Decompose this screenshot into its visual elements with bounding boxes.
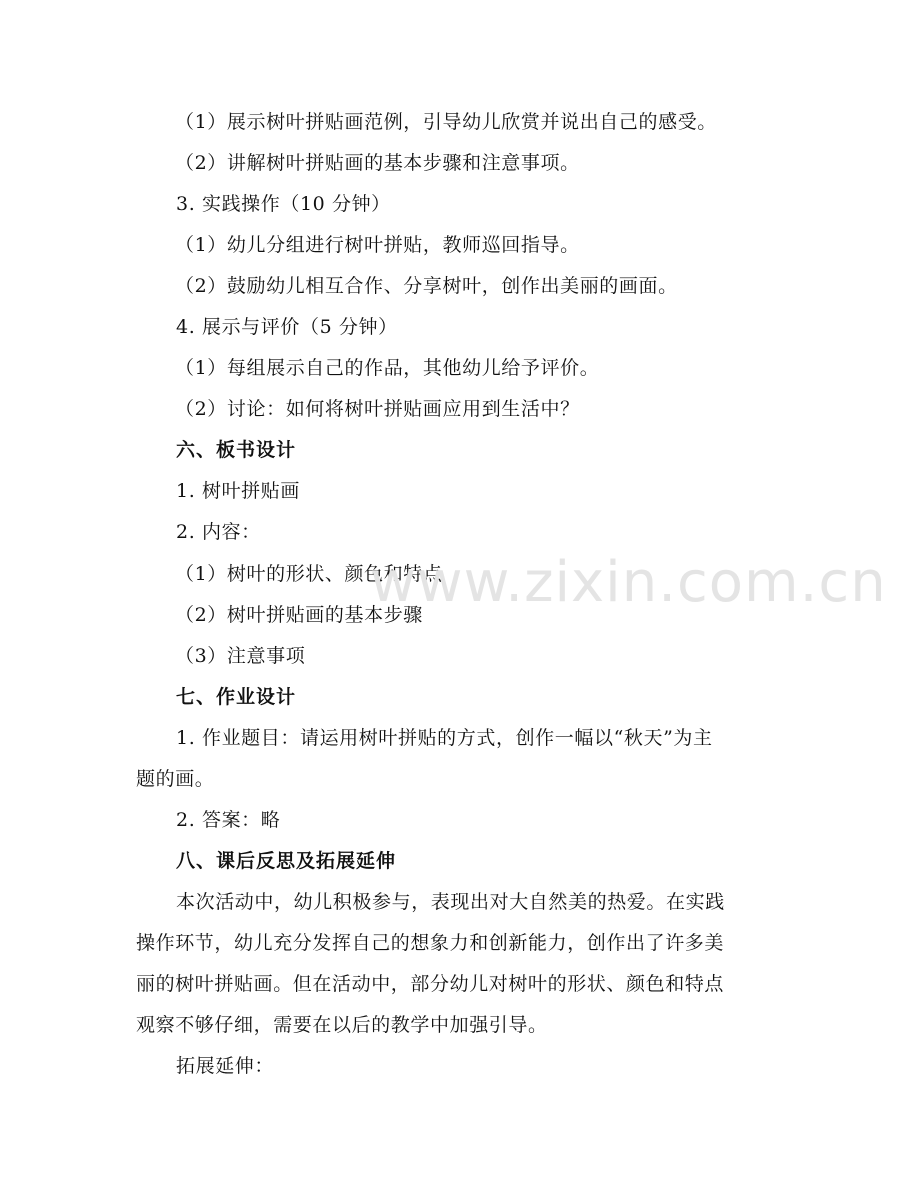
paragraph-line: 本次活动中，幼儿积极参与，表现出对大自然美的热爱。在实践: [176, 891, 725, 913]
list-item: 2. 内容：: [176, 521, 261, 543]
text-line: 4. 展示与评价（5 分钟）: [176, 316, 398, 338]
paragraph-line: 观察不够仔细，需要在以后的教学中加强引导。: [136, 1014, 548, 1036]
text-line: （2）鼓励幼儿相互合作、分享树叶，创作出美丽的画面。: [175, 275, 678, 297]
list-item: （1）树叶的形状、颜色和特点: [175, 563, 443, 585]
text-line: 1. 作业题目：请运用树叶拼贴的方式，创作一幅以“秋天”为主: [176, 727, 713, 749]
section-heading: 七、作业设计: [176, 686, 297, 708]
text-line: 2. 答案：略: [176, 809, 281, 831]
text-line: 3. 实践操作（10 分钟）: [176, 193, 391, 215]
text-line: 拓展延伸：: [176, 1055, 275, 1077]
text-line: （2）讨论：如何将树叶拼贴画应用到生活中？: [175, 398, 580, 420]
paragraph-line: 操作环节，幼儿充分发挥自己的想象力和创新能力，创作出了许多美: [136, 932, 725, 954]
section-heading: 八、课后反思及拓展延伸: [176, 850, 397, 872]
text-line: （1）每组展示自己的作品，其他幼儿给予评价。: [175, 357, 600, 379]
list-item: 1. 树叶拼贴画: [176, 480, 300, 502]
text-line: （1）展示树叶拼贴画范例，引导幼儿欣赏并说出自己的感受。: [175, 111, 717, 133]
text-line: 题的画。: [136, 768, 215, 790]
paragraph-line: 丽的树叶拼贴画。但在活动中，部分幼儿对树叶的形状、颜色和特点: [136, 973, 725, 995]
list-item: （2）树叶拼贴画的基本步骤: [175, 604, 423, 626]
text-line: （1）幼儿分组进行树叶拼贴，教师巡回指导。: [175, 234, 580, 256]
list-item: （3）注意事项: [175, 645, 306, 667]
section-heading: 六、板书设计: [176, 439, 297, 461]
text-line: （2）讲解树叶拼贴画的基本步骤和注意事项。: [175, 152, 580, 174]
watermark: www.zixin.com.cn: [370, 550, 887, 615]
